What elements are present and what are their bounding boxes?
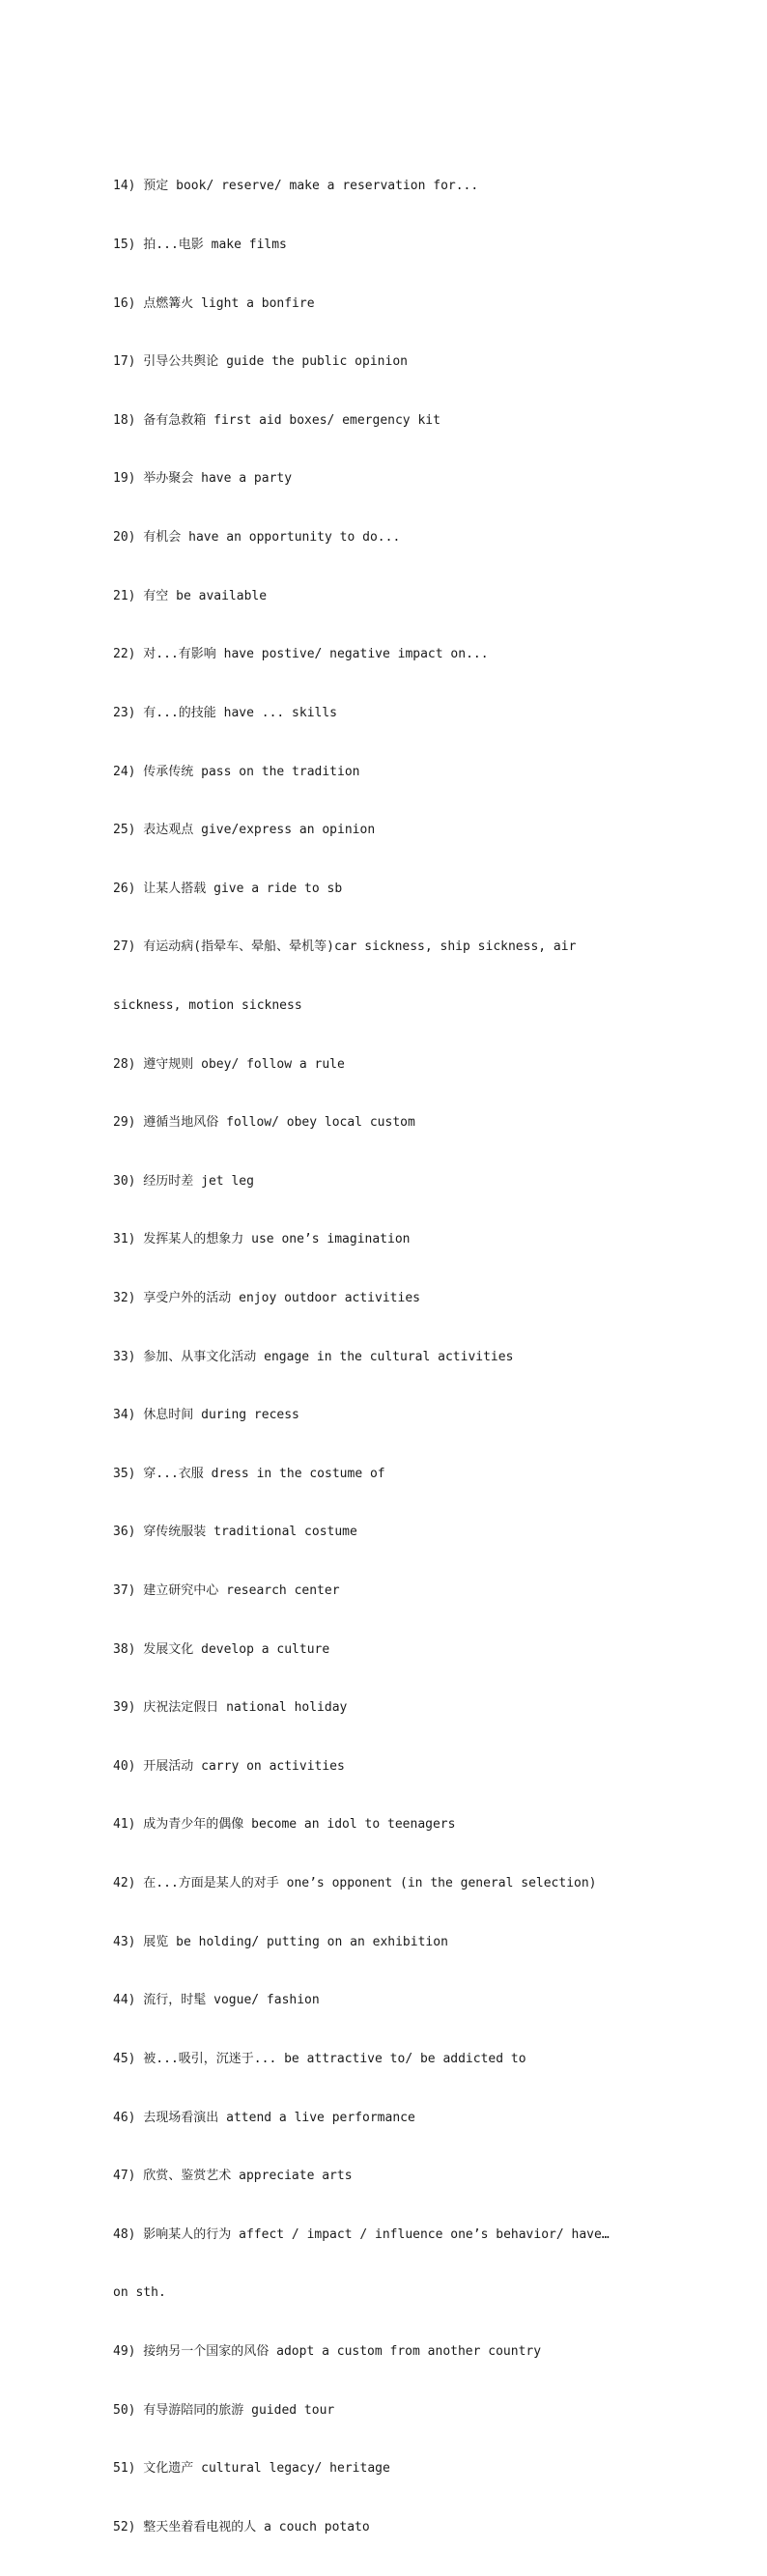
list-item: 45) 被...吸引，沉迷于... be attractive to/ be addicted to (113, 2051, 526, 2066)
list-item: 31) 发挥某人的想象力 use one’s imagination (113, 1232, 411, 1247)
list-item: 18) 备有急救箱 first aid boxes/ emergency kit (113, 412, 440, 428)
list-item: 22) 对...有影响 have postive/ negative impact on... (113, 647, 489, 662)
list-item: 36) 穿传统服装 traditional costume (113, 1525, 357, 1540)
list-item: 20) 有机会 have an opportunity to do... (113, 530, 401, 546)
list-item: 21) 有空 be available (113, 588, 268, 603)
list-item: 24) 传承传统 pass on the tradition (113, 764, 360, 779)
list-item: 26) 让某人搭载 give a ride to sb (113, 881, 343, 896)
list-item: 51) 文化遗产 cultural legacy/ heritage (113, 2461, 390, 2477)
list-item: 33) 参加、从事文化活动 engage in the cultural activities (113, 1349, 514, 1364)
list-item: 25) 表达观点 give/express an opinion (113, 823, 376, 838)
list-item: 46) 去现场看演出 attend a live performance (113, 2110, 415, 2125)
list-item: 32) 享受户外的活动 enjoy outdoor activities (113, 1290, 420, 1305)
list-item: 43) 展览 be holding/ putting on an exhibition (113, 1934, 448, 1949)
phrase-list (113, 138, 654, 2576)
list-item: 28) 遵守规则 obey/ follow a rule (113, 1056, 345, 1072)
list-item: 30) 经历时差 jet leg (113, 1173, 254, 1189)
list-item: 44) 流行，时髦 vogue/ fashion (113, 1993, 320, 2008)
list-item: 40) 开展活动 carry on activities (113, 1758, 345, 1774)
list-item: 38) 发展文化 develop a culture (113, 1641, 330, 1657)
list-item-continuation: on sth. (113, 2285, 166, 2301)
list-item: 48) 影响某人的行为 affect / impact / influence one’s behavior/ have… (113, 2226, 610, 2242)
list-item: 34) 休息时间 during recess (113, 1408, 299, 1423)
list-item: 14) 预定 book/ reserve/ make a reservation for... (113, 179, 479, 194)
list-item-continuation: sickness, motion sickness (113, 997, 302, 1013)
list-item: 49) 接纳另一个国家的风俗 adopt a custom from another country (113, 2343, 542, 2359)
list-item: 39) 庆祝法定假日 national holiday (113, 1700, 348, 1716)
list-item: 37) 建立研究中心 research center (113, 1583, 340, 1599)
list-item: 42) 在...方面是某人的对手 one’s opponent (in the general selection) (113, 1876, 597, 1891)
list-item: 19) 举办聚会 have a party (113, 471, 293, 487)
list-item: 50) 有导游陪同的旅游 guided tour (113, 2402, 335, 2418)
list-item: 29) 遵循当地风俗 follow/ obey local custom (113, 1115, 415, 1131)
list-item: 52) 整天坐着看电视的人 a couch potato (113, 2519, 370, 2534)
list-item: 27) 有运动病(指晕车、晕船、晕机等)car sickness, ship sickness, air (113, 939, 577, 955)
list-item: 15) 拍...电影 make films (113, 238, 287, 253)
list-item: 23) 有...的技能 have ... skills (113, 705, 338, 720)
list-item: 47) 欣赏、鉴赏艺术 appreciate arts (113, 2169, 353, 2184)
list-item: 41) 成为青少年的偶像 become an idol to teenagers (113, 1817, 456, 1833)
list-item: 16) 点燃篝火 light a bonfire (113, 295, 315, 311)
list-item: 17) 引导公共舆论 guide the public opinion (113, 354, 408, 370)
list-item: 35) 穿...衣服 dress in the costume of (113, 1466, 385, 1481)
